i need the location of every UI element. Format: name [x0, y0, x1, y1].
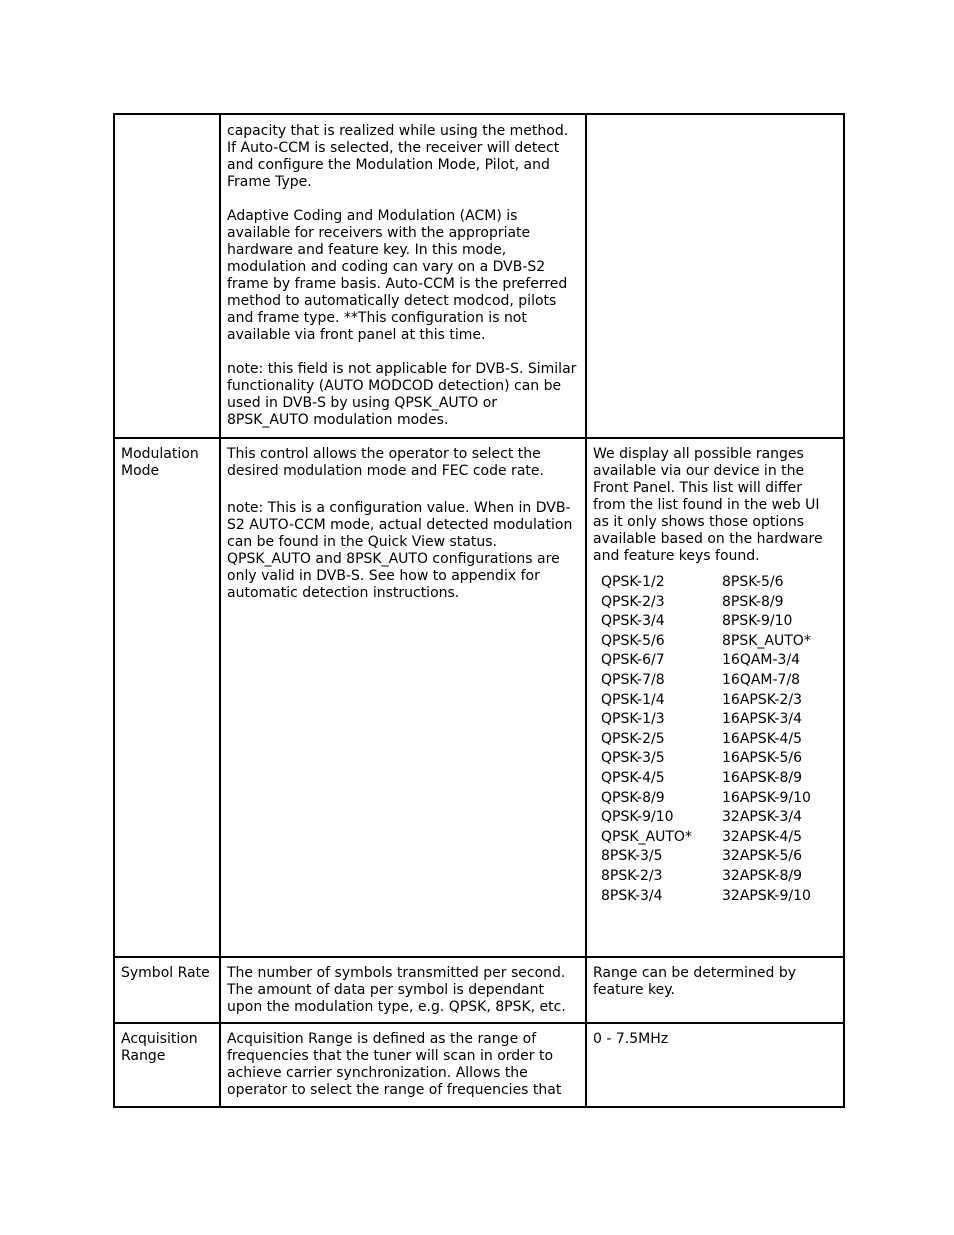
- parameter-name-cell: Modulation Mode: [114, 438, 220, 957]
- description-cell: [220, 114, 586, 438]
- table-row: [114, 114, 844, 438]
- modulation-mode-item: QPSK-1/2: [601, 574, 665, 590]
- modulation-mode-item: 16QAM-7/8: [722, 671, 801, 688]
- table-row: [114, 438, 844, 957]
- description-cell: [220, 438, 586, 957]
- table-row: [114, 957, 844, 1023]
- modulation-mode-item: QPSK-9/10: [601, 809, 674, 826]
- modulation-mode-item: QPSK-1/4: [601, 691, 665, 708]
- description-cell: Acquisition Range is defined as the range of frequencies that the tuner will scan in order to achieve carrier synchronization. Allows the operator to select the range of frequencies that: [220, 1023, 586, 1107]
- modulation-mode-column: [601, 573, 722, 906]
- range-cell: Range can be determined by feature key.: [586, 957, 844, 1023]
- modulation-mode-item: 8PSK-5/6: [722, 574, 784, 590]
- description-paragraph: Adaptive Coding and Modulation (ACM) is available for receivers with the appropriate hardware and feature key. In this mode, modulation and coding can vary on a DVB-S2 frame by frame basis. Auto-CCM is the preferred method to automatically detect modcod, pilots and frame type. **This configuration is not available via front panel at this time.: [227, 208, 568, 343]
- modulation-mode-item: 16APSK-2/3: [722, 691, 803, 708]
- modulation-mode-item: 32APSK-9/10: [722, 887, 811, 904]
- modulation-mode-item: QPSK-8/9: [601, 789, 665, 806]
- range-cell: 0 - 7.5MHz: [586, 1023, 844, 1107]
- modulation-mode-item: 32APSK-4/5: [722, 828, 803, 845]
- description-paragraph: capacity that is realized while using the method. If Auto-CCM is selected, the receiver will detect and configure the Modulation Mode, Pilot, and Frame Type.: [227, 123, 569, 190]
- range-intro: We display all possible ranges available via our device in the Front Panel. This list will differ from the list found in the web UI as it only shows those options available based on the hardware and feature keys found.: [593, 446, 823, 564]
- parameter-name-cell: Acquisition Range: [114, 1023, 220, 1107]
- description-cell: The number of symbols transmitted per second. The amount of data per symbol is dependant upon the modulation type, e.g. QPSK, 8PSK, etc.: [220, 957, 586, 1023]
- table-row: [114, 1023, 844, 1107]
- modulation-mode-item: 16APSK-4/5: [722, 730, 803, 747]
- range-cell: [586, 438, 844, 957]
- modulation-mode-item: QPSK-4/5: [601, 769, 665, 786]
- modulation-mode-item: QPSK-5/6: [601, 632, 665, 649]
- parameter-name-cell: Symbol Rate: [114, 957, 220, 1023]
- modulation-mode-item: 16QAM-3/4: [722, 652, 801, 669]
- modulation-mode-item: 16APSK-3/4: [722, 711, 803, 728]
- modulation-mode-item: 32APSK-5/6: [722, 848, 803, 865]
- modulation-mode-item: 8PSK-8/9: [722, 593, 784, 610]
- modulation-mode-item: QPSK-6/7: [601, 652, 665, 669]
- modulation-mode-item: 32APSK-8/9: [722, 867, 803, 884]
- modulation-mode-list: [601, 573, 837, 906]
- modulation-mode-item: QPSK_AUTO*: [601, 828, 692, 845]
- modulation-mode-item: QPSK-2/3: [601, 593, 665, 610]
- modulation-mode-item: 8PSK-9/10: [722, 613, 793, 630]
- modulation-mode-item: 8PSK_AUTO*: [722, 632, 811, 649]
- modulation-mode-item: 16APSK-5/6: [722, 750, 803, 767]
- modulation-mode-column: [722, 573, 832, 906]
- modulation-mode-item: QPSK-7/8: [601, 671, 665, 688]
- modulation-mode-item: 8PSK-3/5: [601, 848, 663, 865]
- description-paragraph: This control allows the operator to select the desired modulation mode and FEC code rate.: [227, 446, 544, 479]
- range-cell: [586, 114, 844, 438]
- modulation-mode-item: 8PSK-3/4: [601, 887, 663, 904]
- modulation-mode-item: 32APSK-3/4: [722, 809, 803, 826]
- modulation-mode-item: QPSK-3/5: [601, 750, 665, 767]
- modulation-mode-item: QPSK-2/5: [601, 730, 665, 747]
- modulation-mode-item: QPSK-1/3: [601, 711, 665, 728]
- modulation-mode-item: QPSK-3/4: [601, 613, 665, 630]
- modulation-mode-item: 8PSK-2/3: [601, 867, 663, 884]
- modulation-mode-item: 16APSK-8/9: [722, 769, 803, 786]
- parameter-name-cell: [114, 114, 220, 438]
- description-paragraph: note: this field is not applicable for DVB-S. Similar functionality (AUTO MODCOD detection) can be used in DVB-S by using QPSK_AUTO or 8PSK_AUTO modulation modes.: [227, 361, 577, 428]
- parameter-table: [113, 113, 845, 1108]
- modulation-mode-item: 16APSK-9/10: [722, 789, 811, 806]
- description-paragraph: note: This is a configuration value. When in DVB-S2 AUTO-CCM mode, actual detected modulation can be found in the Quick View status. QPSK_AUTO and 8PSK_AUTO configurations are only valid in DVB-S. See how to appendix for automatic detection instructions.: [227, 499, 573, 601]
